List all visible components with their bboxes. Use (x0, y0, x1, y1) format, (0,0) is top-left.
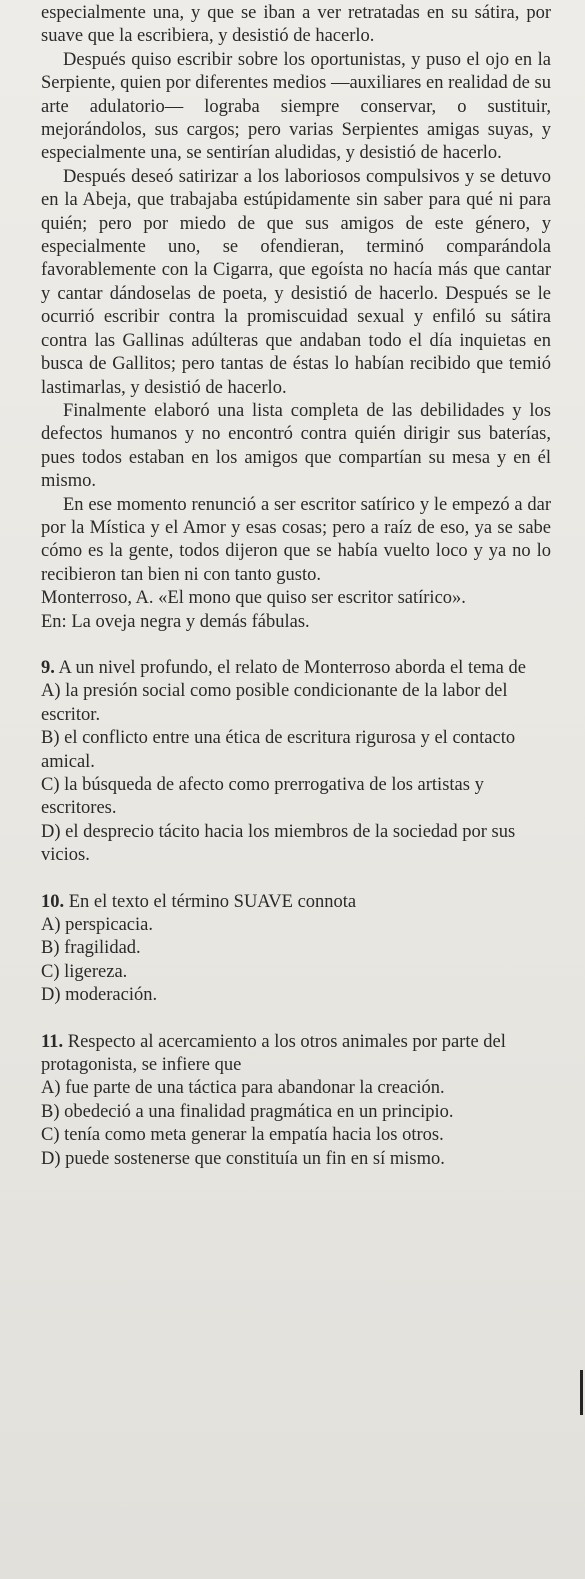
answer-option-b[interactable]: B) el conflicto entre una ética de escritura rigurosa y el contacto amical. (41, 728, 516, 772)
question-10 (41, 891, 551, 1008)
citation-author-title: Monterroso, A. «El mono que quiso ser escritor satírico». (41, 588, 466, 609)
answer-option-a[interactable]: A) la presión social como posible condicionante de la labor del escritor. (41, 681, 508, 725)
answer-option-b[interactable]: B) obedeció a una finalidad pragmática en un principio. (41, 1101, 454, 1122)
answer-option-c[interactable]: C) la búsqueda de afecto como prerrogativa de los artistas y escritores. (41, 775, 484, 819)
question-number: 10. (41, 891, 65, 912)
page-edge-mark (580, 1370, 583, 1415)
answer-option-d[interactable]: D) el desprecio tácito hacia los miembros de la sociedad por sus vicios. (41, 821, 516, 866)
question-11 (41, 1031, 551, 1171)
question-stem: En el texto el término SUAVE connota (68, 891, 357, 912)
answer-option-b[interactable]: B) fragilidad. (41, 938, 141, 959)
answer-option-a[interactable]: A) perspicacia. (41, 915, 153, 936)
passage-paragraph: Finalmente elaboró una lista completa de las debilidades y los defectos humanos y no encontró contra quién dirigir sus baterías, pues todos estaban en los amigos que compartían su mesa y en él mismo. (41, 400, 551, 492)
answer-option-d[interactable]: D) moderación. (41, 985, 158, 1006)
question-number: 11. (41, 1031, 64, 1052)
passage-paragraph: En ese momento renunció a ser escritor satírico y le empezó a dar por la Mística y el Amor y esas cosas; pero a raíz de eso, ya se sabe cómo es la gente, todos dijeron que se había vuelto loco y ya no lo recibieron tan bien ni con tanto gusto. (41, 494, 551, 585)
answer-option-c[interactable]: C) ligereza. (41, 961, 128, 982)
question-number: 9. (41, 657, 55, 678)
answer-option-d[interactable]: D) puede sostenerse que constituía un fin en sí mismo. (41, 1148, 445, 1169)
answer-option-a[interactable]: A) fue parte de una táctica para abandonar la creación. (41, 1078, 445, 1099)
passage-paragraph: Después deseó satirizar a los laboriosos compulsivos y se detuvo en la Abeja, que trabajaba estúpidamente sin saber para qué ni para quién; pero por miedo de que sus amigos de este género, y especialmente uno, se ofendieran, terminó comparándola favorablemente con la Cigarra, que egoísta no hacía más que cantar y cantar dándoselas de poeta, y desistió de hacerlo. Después se le ocurrió escribir contra la promiscuidad sexual y enfiló su sátira contra las Gallinas adúlteras que andaban todo el día inquietas en busca de Gallitos; pero tantas de éstas lo habían recibido que temió lastimarlas, y desistió de hacerlo. (41, 166, 551, 398)
passage-paragraph: Después quiso escribir sobre los oportunistas, y puso el ojo en la Serpiente, quien por diferentes medios —auxiliares en realidad de su arte adulatorio— lograba siempre conservar, o sustituir, mejorándolos, sus cargos; pero varias Serpientes amigas suyas, y especialmente una, se sentirían aludidas, y desistió de hacerlo. (41, 49, 551, 164)
passage-paragraph: especialmente una, y que se iban a ver retratadas en su sátira, por suave que la escribiera, y desistió de hacerlo. (41, 3, 551, 47)
passage (41, 2, 551, 634)
question-stem: Respecto al acercamiento a los otros animales por parte del protagonista, se infiere que (41, 1031, 506, 1076)
question-stem: A un nivel profundo, el relato de Monterroso aborda el tema de (58, 657, 526, 678)
citation-source: En: La oveja negra y demás fábulas. (41, 611, 310, 632)
document-content (41, 2, 551, 1171)
answer-option-c[interactable]: C) tenía como meta generar la empatía hacia los otros. (41, 1125, 444, 1146)
question-9 (41, 657, 551, 868)
